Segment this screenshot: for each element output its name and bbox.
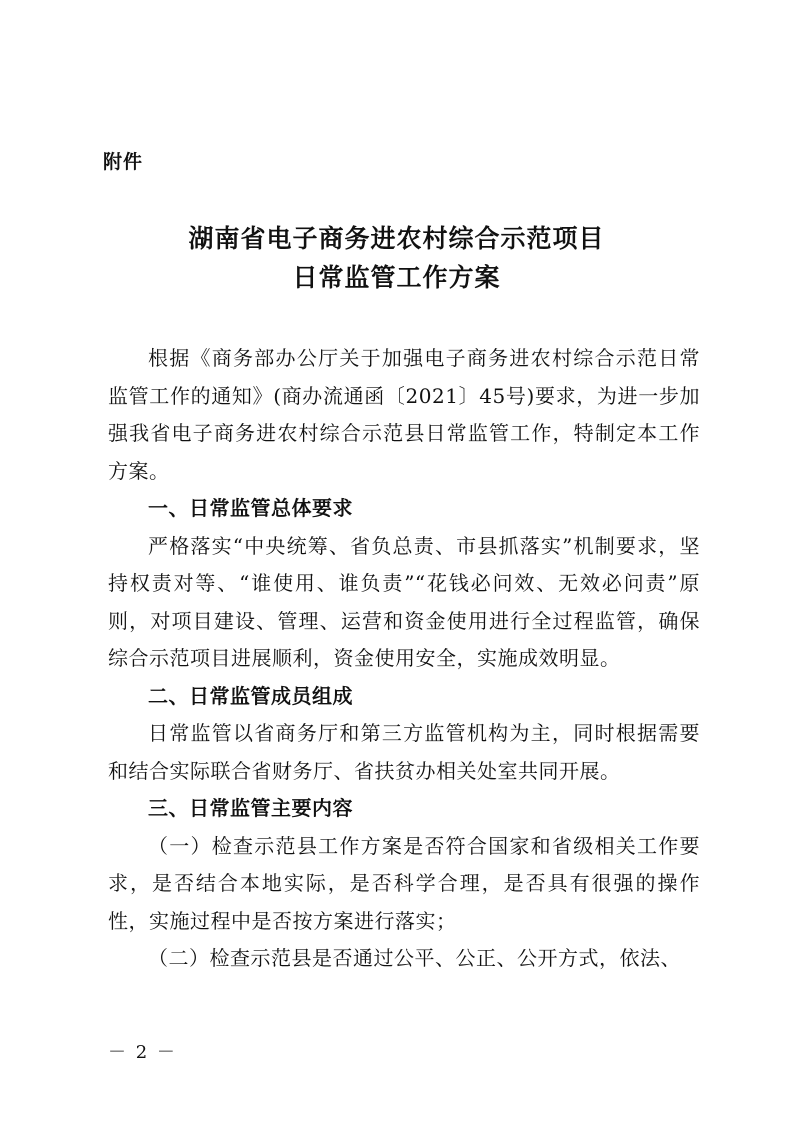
section-item-2: （二）检查示范县是否通过公平、公正、公开方式，依法、 [148,946,681,970]
section-body-2: 日常监管以省商务厅和第三方监管机构为主，同时根据需要和结合实际联合省财务厅、省扶贫办相关处室共同开展。 [108,721,700,783]
page-number: － 2 － [108,1042,177,1063]
section-heading-1: 一、日常监管总体要求 [148,496,353,520]
section-body-1: 严格落实“中央统筹、省负总责、市县抓落实”机制要求，坚持权责对等、“谁使用、谁负责”“花钱必问效、无效必问责”原则，对项目建设、管理、运营和资金使用进行全过程监管，确保综合示范项目进展顺利，资金使用安全，实施成效明显。 [108,533,700,670]
section-item-1: （一）检查示范县工作方案是否符合国家和省级相关工作要求，是否结合本地实际，是否科学合理，是否具有很强的操作性，实施过程中是否按方案进行落实； [108,833,700,933]
attachment-label: 附件 [103,151,144,173]
document-body [108,340,700,978]
intro-paragraph: 根据《商务部办公厅关于加强电子商务进农村综合示范日常监管工作的通知》(商办流通函〔2021〕45号)要求，为进一步加强我省电子商务进农村综合示范县日常监管工作，特制定本工作方案。 [108,346,700,483]
section-heading-2: 二、日常监管成员组成 [148,683,353,708]
section-heading-3: 三、日常监管主要内容 [148,796,353,820]
document-title-line-2: 日常监管工作方案 [292,263,501,292]
document-title-line-1: 湖南省电子商务进农村综合示范项目 [188,224,605,253]
